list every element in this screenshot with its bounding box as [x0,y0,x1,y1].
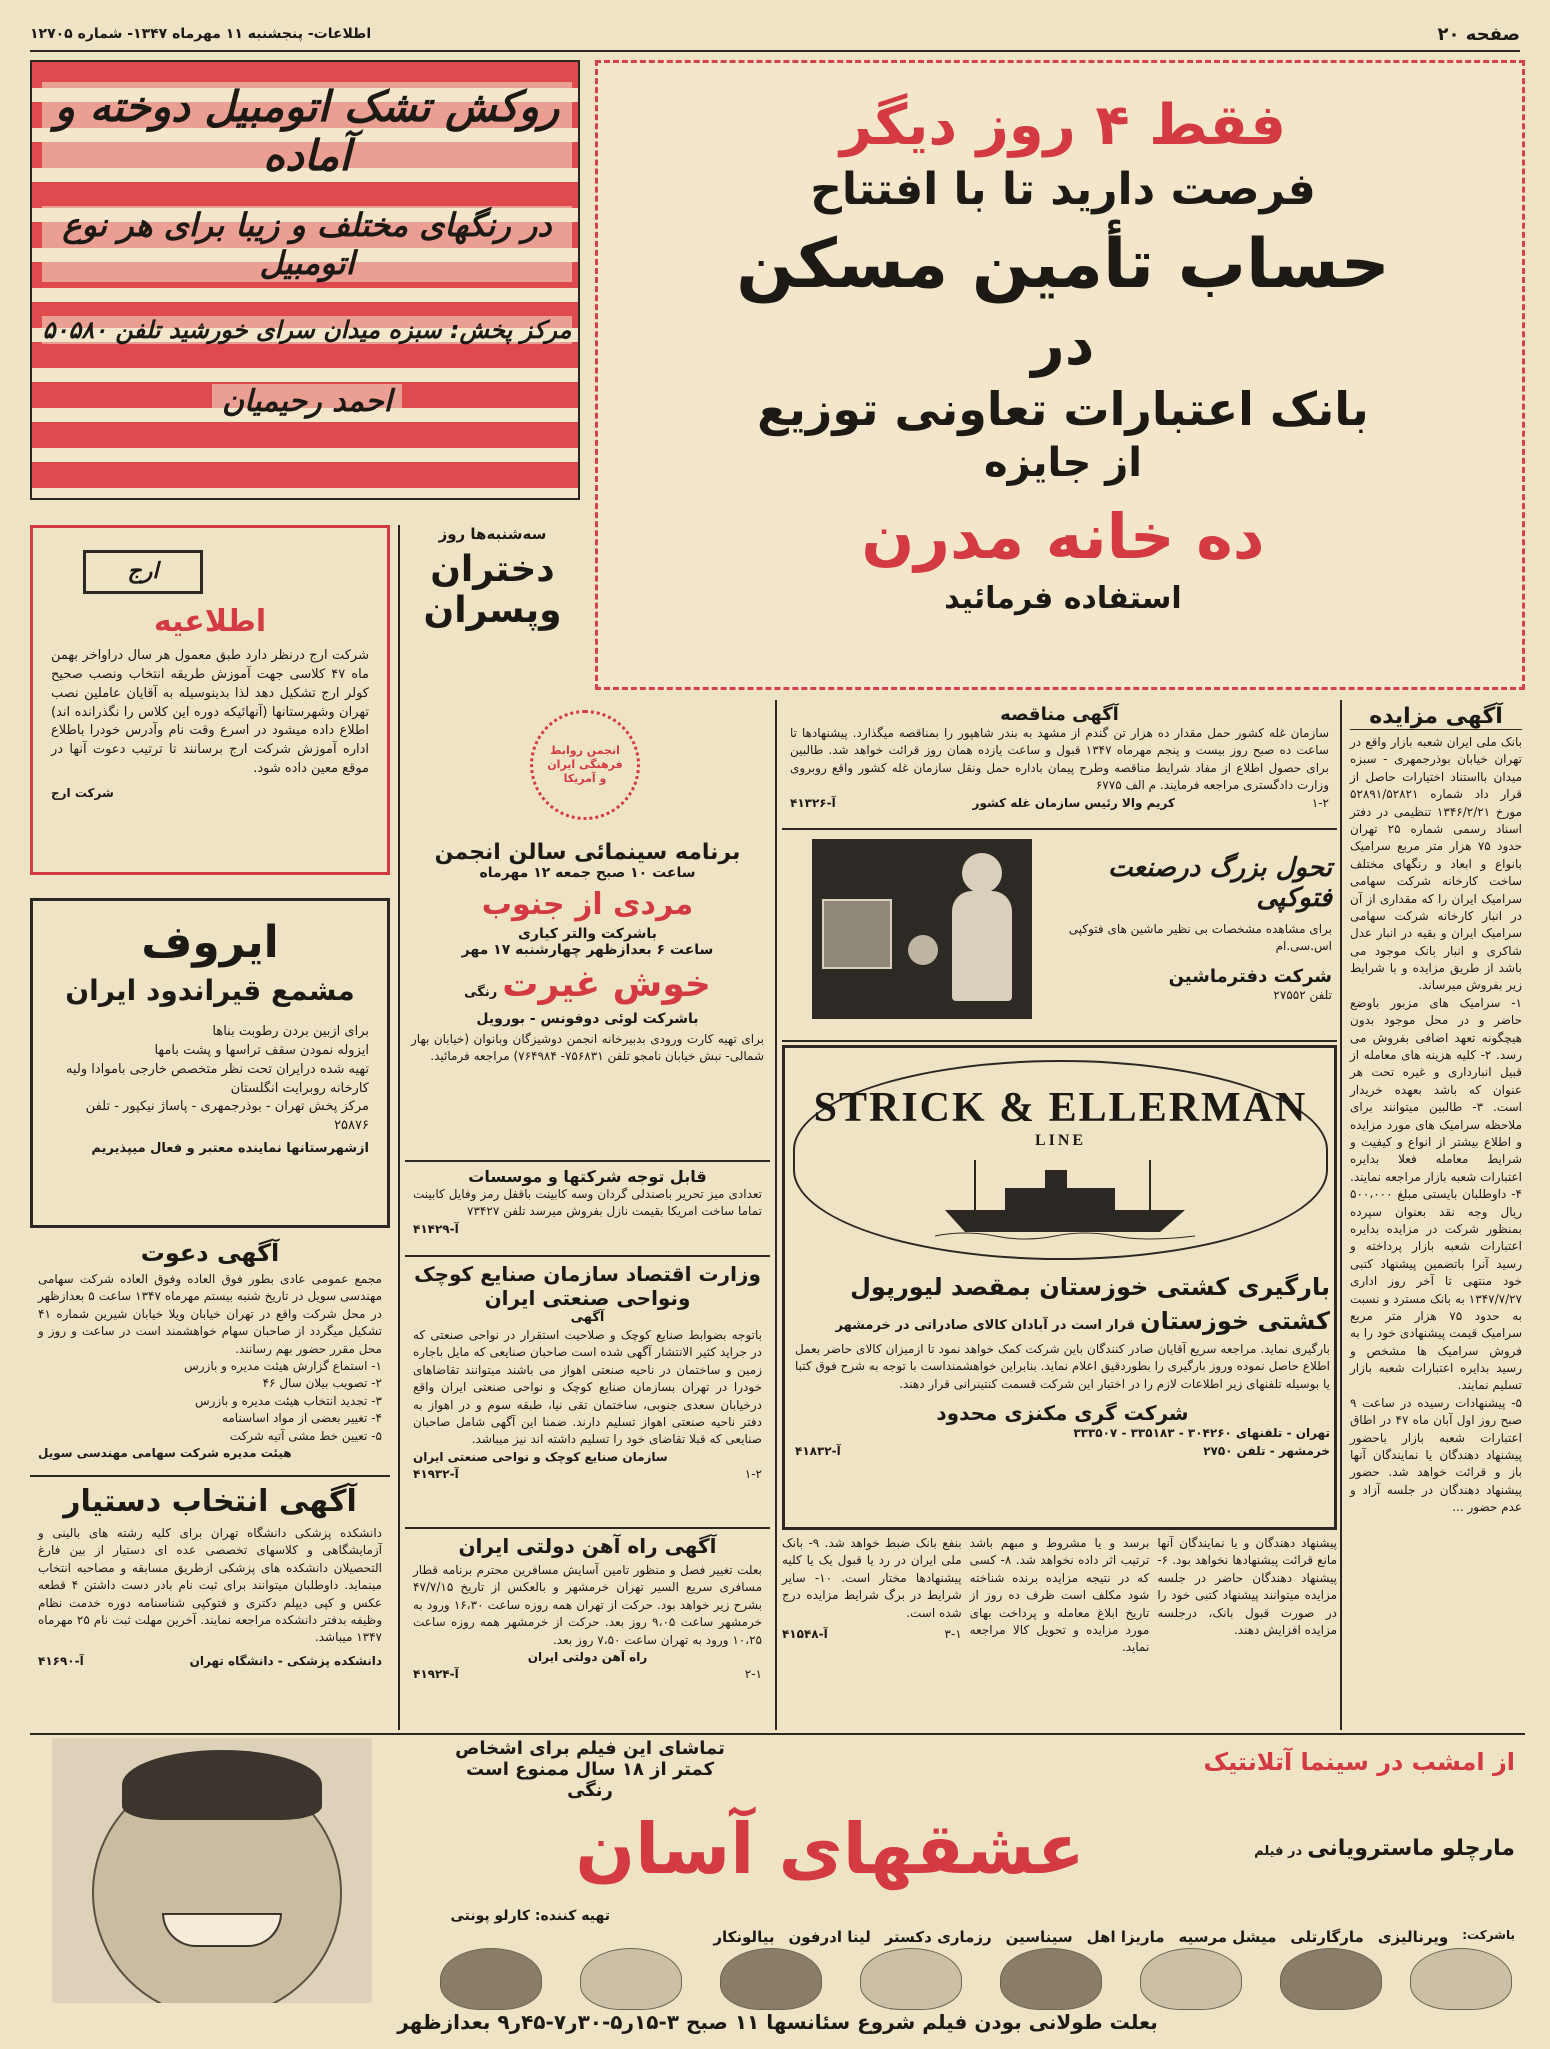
photocopy-agent: شرکت دفترماشین [1168,965,1332,987]
railway-sign: راه آهن دولتی ایران [527,1649,648,1664]
invitation-item-4: ۴- تغییر بعضی از مواد اساسنامه [221,1411,382,1426]
tuesday-boys: وپسران [423,590,562,631]
film-title: عشقهای آسان [575,1808,1085,1890]
film-cast-6: رزماری دکستر [884,1928,992,1946]
photocopy-photo [812,839,1032,1019]
tender-sign: کریم والا رئیس سازمان غله کشور [972,795,1175,810]
cinema-color: رنگی [464,985,498,1000]
actress-portrait-6 [720,1948,822,2010]
film-tonight: از امشب در سینما آتلانتیک [1203,1748,1515,1776]
housing-bank: بانک اعتبارات تعاونی توزیع [757,382,1369,436]
irof-title: ایروف [141,917,279,968]
issue-line: اطلاعات- پنجشنبه ۱۱ مهرماه ۱۳۴۷- شماره ۱۲۷۰۵ [30,26,372,42]
cinema-film2: خوش غیرت [502,964,711,1005]
irof-bullet5: ازشهرستانها نماینده معتبر و فعال میپذیریم [91,1141,369,1157]
film-cast-1: ویرنالیزی [1377,1928,1449,1946]
cinema-time1: ساعت ۱۰ صبح جمعه ۱۲ مهرماه [479,865,696,881]
companies-code: آ-۴۱۴۲۹ [413,1221,459,1236]
car-ad-line2: در رنگهای مختلف و زیبا برای هر نوع اتومبیل [42,206,572,282]
railway-body: بعلت تغییر فصل و منظور تامین آسایش مسافرین محترم برنامه قطار مسافری سریع السیر تهران خرمشهر و بالعکس از تاریخ ۴۷/۷/۱۵ بشرح زیر خواهد بود. حرکت از تهران همه روزه ساعت ۱۶،۳۰ ورود به خرمشهر ساعت ۹،۰۵ روز بعد. حرکت از خرمشهر همه روزه ساعت ۱۰،۲۵ ورود به تهران ساعت ۷،۵۰ روز بعد. [413,1563,763,1647]
housing-enjoy: استفاده فرمائید [944,581,1182,616]
film-star [1135,1836,1515,1861]
car-seat-ad [30,60,580,500]
ministry-notice [405,1260,770,1525]
tender-code: آ-۴۱۳۲۶ [790,795,836,810]
housing-account-ad [595,60,1525,690]
photocopy-tel: تلفن ۲۷۵۵۲ [1273,987,1332,1002]
shipping-tel1: تهران - تلفنهای ۳۰۴۲۶۰ - ۳۳۵۱۸۳ - ۳۳۳۵۰۷ [1073,1426,1330,1441]
auction-body: بانک ملی ایران شعبه بازار واقع در تهران خیابان بوذرجمهری - سبزه میدان بااستناد اختیارات حاصل از قرار داد شماره ۵۲۸۹۱/۵۲۸۲۱ مورخ ۱۳۴۶/۲/۲۱ تنظیمی در دفتر اسناد رسمی شماره ۲۵ تهران حدود ۷۵ هزار متر مربع سرامیک بانواع و ابعاد و رنگهای مختلف ساخت کارخانه شرکت سهامی سرامیک ایران را که مقداری از آن در انبار کارخانه شرکت سهامی سرامیک ایران و بقیه در انبار عدل شاکری و انبار بانک موجود می باشد از طریق مزایده و با شرایط زیر بفروش میرساند. [1350,735,1522,993]
shipping-banner [793,1060,1328,1260]
irof-bullet2: ایزوله نمودن سقف تراسها و پشت بامها [154,1042,369,1058]
film-star-name: مارچلو ماسترویانی [1307,1836,1515,1861]
railway-notice [405,1532,770,1727]
ministry-title: وزارت اقتصاد سازمان صنایع کوچک [414,1262,761,1286]
invitation-sign: هیئت مدیره شرکت سهامی مهندسی سویل [38,1445,292,1460]
companies-notice [405,1165,770,1255]
shipping-title2: کشتی خوزستان [1140,1307,1330,1335]
invitation-body: مجمع عمومی عادی بطور فوق العاده وفوق العاده شرکت سهامی مهندسی سویل در تاریخ شنبه بیستم مهرماه ۱۳۴۷ ساعت ۵ بعدازظهر در محل شرکت واقع در تهران خیابان ویلا خیابان شیرین شماره ۴۱ تشکیل میگردد از صاحبان سهام خواهشمند است در ساعت و روز و محل مقرر حضور بهم رسانند. [38,1272,382,1356]
tuesday-girls: دختران [430,549,555,590]
tuesday-small: سه‌شنبه‌ها روز [438,525,547,543]
cinema-time2: ساعت ۶ بعدازظهر چهارشنبه ۱۷ مهر [461,942,714,958]
tender-num: ۱-۲ [1311,795,1329,810]
cinema-title: برنامه سینمائی سالن انجمن [434,840,741,865]
shipping-title2b: قرار است در آبادان کالای صادراتی در خرمشهر [835,1318,1136,1333]
film-warning-2: کمتر از ۱۸ سال ممنوع است [465,1759,715,1780]
ship-illustration [935,1150,1195,1240]
film-cast-5: سیناسین [1005,1928,1073,1946]
car-ad-sign: احمد رحیمیان [212,384,402,419]
auction-cont-code: آ-۴۱۵۴۸ [781,1626,828,1641]
car-ad-line1: روکش تشک اتومبیل دوخته و آماده [42,82,572,180]
arj-title: اطلاعیه [153,604,267,639]
actress-portrait-8 [440,1948,542,2010]
auction-notice [1346,702,1526,1730]
ministry-sign: سازمان صنایع کوچک و نواحی صنعتی ایران [413,1449,668,1464]
assistant-title: آگهی انتخاب دستیار [63,1484,357,1519]
ministry-num: ۱-۲ [744,1467,762,1482]
film-warning-1: تماشای این فیلم برای اشخاص [455,1738,725,1759]
railway-code: آ-۴۱۹۲۴ [413,1667,459,1682]
actress-portrait-3 [1140,1948,1242,2010]
photocopy-title: تحول بزرگ درصنعت فتوکپی [1108,853,1332,913]
auction-cont-col2: برسد و یا مشروط و مبهم باشد ترتیب اثر داده نخواهد شد. ۸- کسی که در نتیجه مزایده برنده شناخته شود مکلف است ظرف ده روز از تاریخ ابلاغ معامله و پرداخت بهای مورد مزایده و تحویل کالا مراجعه نماید. [969,1536,1150,1655]
tender-body: سازمان غله کشور حمل مقدار ده هزار تن گندم از مشهد به بندر شاهپور را بمناقصه میگذارد. پیشنهادها تا ساعت ده صبح روز بیست و پنجم مهرماه ۱۳۴۷ قبول و ساعت یازده همان روز قرائت خواهد شد. طالبین برای حصول اطلاع از مفاد شرایط مناقصه وطرح پیمان باداره حمل ونقل سازمان غله کشور واقع روبروی وزارت دادگستری مراجعه فرمایند. م الف ۶۷۷۵ [790,726,1329,793]
invitation-item-3: ۳- تجدید انتخاب هیئت مدیره و بازرس [194,1393,382,1408]
film-in-film: در فیلم [1254,1844,1303,1859]
society-badge-text: انجمن روابط فرهنگی ایران و آمریکا [547,743,623,786]
arj-logo: ارج [83,550,203,594]
society-badge [530,710,640,820]
shipping-body: بارگیری نماید. مراجعه سریع آقایان صادر کنندگان باین شرکت کمک خواهد نمود تا ازمیزان کالای حاضر بعمل اطلاع حاصل نموده وروز بارگیری را بطوردقیق اعلام نماید. بنابراین خواهشمنداست با توجه به شرح فوق کتبا یا بوسیله تلفنهای زیر اطلاعات لازم را در اختیار این شرکت قسمت کنتینرانی قرار دهند. [795,1342,1330,1391]
actress-portrait-5 [860,1948,962,2010]
film-color: رنگی [567,1780,613,1801]
film-cast-row [385,1928,1515,1946]
auction-cont-col1: پیشنهاد دهندگان و یا نمایندگان آنها مانع قرائت پیشنهادها نخواهد بود. ۶- پیشنهاد دهندگان حاضر در جلسه مزایده میتوانند پیشنهاد کتبی خود را در صورت قبول بانک، درجلسه مزایده افزایش دهند. [1157,1536,1337,1637]
cinema-film1: مردی از جنوب [481,887,694,922]
auction-body2: ۱- سرامیک های مزبور باوضع حاضر و در محل موجود بدون هیچگونه تعهد اضافی بفروش می رسد. ۲- کلیه هزینه های معامله از قبیل انبارداری و غیره تحت هر عنوان که باشد بعهده خریدار است. ۳- طالبین میتوانند برای ملاحظه سرامیک های مورد مزایده و اطلاع بیشتر از انواع و کیفیت و شرایط معامله فعلا بدایره اعتبارات شعبه بازار مراجعه نمایند. ۴- داوطلبان بایستی مبلغ ۵۰۰،۰۰۰ ریال وجه نقد بعنوان سپرده بمنظور شرکت در مزایده بدایره اعتبارات شعبه بازار پرداخته و رسید آنرا باتضمین پیشنهاد کتبی خود منتهی تا آخر روز اداری ۱۳۴۷/۷/۲۷ به بانک مسترد و نسبت به حدود ۷۵ هزار متر مربع سرامیک قیمت پیشنهادی خود را به فروش سرامیک ها مشخص و رسید بدایره اعتبارات شعبه بازار تسلیم نمایند. [1350,995,1522,1393]
cinema-program [405,700,770,1160]
invitation-item-1: ۱- استماع گزارش هیئت مدیره و بازرس [184,1358,382,1373]
film-cast-2: مارگارتلی [1290,1928,1364,1946]
shipping-title1: بارگیری کشتی خوزستان بمقصد لیورپول [850,1273,1330,1301]
assistant-code: آ-۴۱۶۹۰ [38,1653,84,1668]
housing-in: در [1031,310,1095,378]
housing-days-left: فقط ۴ روز دیگر [839,93,1287,158]
railway-title: آگهی راه آهن دولتی ایران [458,1534,717,1558]
film-showtimes: بعلت طولانی بودن فیلم شروع سئانسها ۱۱ صبح ۳-۱۵ر۵-۳۰ر۷-۴۵ر۹ بعدازظهر [397,2010,1158,2034]
housing-line2: فرصت دارید تا با افتتاح [810,164,1316,215]
companies-body: تعدادی میز تحریر باصندلی گردان وسه کابینت باقفل رمز وفایل کابینت تماما ساخت امریکا بقیمت نازل بفروش میرسد تلفن ۷۳۴۲۷ [413,1187,762,1219]
shipping-ad [782,1045,1337,1530]
arj-body: شرکت ارج درنظر دارد طبق معمول هر سال دراواخر بهمن ماه ۴۷ کلاسی جهت آموزش طریقه انتخاب ونصب صحیح کولر ارج تشکیل دهد لذا بدینوسیله به آقایان عاملین نصب تهران وشهرستانها (آنهائیکه دوره این کلاس را نگذرانده اند) اطلاع داده میشود در اسرع وقت نام وآدرس خودرا باطلاع اداره آموزش شرکت ارج برسانند تا ترتیب دعوت آنها در موقع معین داده شود. [51,648,369,777]
irof-bullet1: برای ازبین بردن رطوبت بناها [212,1024,369,1039]
irof-bullet4: مرکز پخش تهران - بوذرجمهری - پاساژ نیکپور - تلفن ۲۵۸۷۶ [85,1099,369,1134]
photocopy-sub: برای مشاهده مشخصات بی نظیر ماشین های فتوکپی اس.سی.ام [1068,922,1332,954]
shipping-line-label: LINE [1034,1132,1087,1149]
ministry-title2: ونواحی صنعتی ایران [484,1286,691,1310]
ministry-body: باتوجه بضوابط صنایع کوچک و صلاحیت استقرار در نواحی صنعتی که در جراید کثیر الانتشار آگهی شده است صاحبان صنایعی که مایل باجاره زمین و ساختمان در ناحیه صنعتی اهواز می باشند میتوانند تقاضاهای خودرا در تهران بسازمان صنایع کوچک و نواحی صنعتی ایران واقع درخیابان سعدی جنوبی، ساختمان تقی نیا، طبقه سوم و در اهواز به دفتر ناحیه صنعتی اهواز تسلیم دارند. ضمنا این آگهی شامل صاحبان صنایعی که قبلا تقاضای خود را تسلیم داشته اند نیز میباشد. [413,1328,762,1447]
shipping-code: آ-۴۱۸۳۲ [795,1443,841,1458]
photocopy-ad [782,833,1337,1038]
housing-prize: ده خانه مدرن [861,500,1265,573]
invitation-title: آگهی دعوت [140,1239,280,1267]
cinema-cast1: باشرکت والتر کیاری [518,926,657,942]
arj-sign: شرکت ارج [51,785,114,800]
invitation-notice [30,1235,390,1470]
film-cast-7: لینا ادرفون [788,1928,871,1946]
irof-sub: مشمع قیراندود ایران [65,974,355,1007]
actress-portrait-1 [1410,1948,1512,2010]
film-cast-label: باشرکت: [1462,1928,1515,1942]
auction-body3: ۵- پیشنهادات رسیده در ساعت ۹ صبح روز اول آبان ماه ۴۷ در اطاق اعتبارات شعبه بازار باحضور پیشنهاد دهندگان یا نمایندگان آنها باز و قرائت خواهد شد. حضور پیشنهاد دهندگان در جلسه آزاد و عدم حضور ... [1350,1395,1523,1515]
companies-title: قابل توجه شرکتها و موسسات [468,1167,707,1186]
auction-cont-num: ۳-۱ [944,1626,962,1641]
housing-account-name: حساب تأمین مسکن [736,225,1390,304]
assistant-sign: دانشکده پزشکی - دانشگاه تهران [189,1653,382,1668]
actress-portrait-4 [1000,1948,1102,2010]
auction-continued [782,1535,1337,1730]
actress-portrait-2 [1280,1948,1382,2010]
assistant-body: دانشکده پزشکی دانشگاه تهران برای کلیه رشته های بالینی و آزمایشگاهی و کلاسهای تخصصی عده ای دستیار از بین فارغ التحصیلان دانشکده های پزشکی ازطریق مسابقه و مصاحبه انتخاب مینماید. داوطلبان میتوانند برای ثبت نام بادر دست داشتن ۴ قطعه عکس و کپی دیپلم دکتری و فتوکپی شناسنامه دوره خدمت نظام وظیفه بدفتر دانشکده مراجعه نمایند. آخرین مهلت ثبت نام ۲۵ مهرماه ۱۳۴۷ میباشد. [38,1526,382,1645]
arj-notice [30,525,390,875]
shipping-tel2: خرمشهر - تلفن ۲۷۵۰ [1203,1443,1330,1458]
cinema-cast2: باشرکت لوئی دوفونس - بورویل [476,1011,699,1027]
film-cast-4: ماریزا اهل [1086,1928,1165,1946]
auction-cont-col3: بنفع بانک ضبط خواهد شد. ۹- بانک ملی ایران در رد یا قبول یک یا کلیه پیشنهادها مختار است. ۱۰- سایر شرایط در برگ شرایط مزایده درج شده است. [781,1536,962,1620]
auction-title: آگهی مزایده [1350,704,1522,730]
irof-bullet3: تهیه شده درایران تحت نظر متخصص خارجی باموادا ولیه کارخانه روبرایت انگلستان [66,1061,369,1096]
film-ad [30,1738,1525,2038]
shipping-company: شرکت گری مکنزی محدود [936,1401,1189,1426]
ministry-sub: آگهی [570,1310,605,1325]
tender-notice [782,702,1337,827]
car-ad-line3: مرکز پخش: سبزه میدان سرای خورشید تلفن ۵۰۵۸۰ [42,316,572,344]
film-cast-8: بیالونکار [713,1928,775,1946]
railway-num: ۲-۱ [744,1667,762,1682]
invitation-item-2: ۲- تصویب بیلان سال ۴۶ [262,1376,382,1391]
irof-ad [30,898,390,1228]
film-cast-3: میشل مرسیه [1178,1928,1277,1946]
invitation-item-5: ۵- تعیین خط مشی آتیه شرکت [229,1428,382,1443]
cinema-body: برای تهیه کارت ورودی بدبیرخانه انجمن دوشیزگان وبانوان (خیابان بهار شمالی- نبش خیابان نامجو تلفن ۷۵۶۸۳۱- ۷۶۴۹۸۴) مراجعه فرمائید. [411,1032,764,1064]
ministry-code: آ-۴۱۹۳۲ [413,1467,459,1482]
page-number: صفحه ۲۰ [1437,23,1520,45]
actress-portrait-7 [580,1948,682,2010]
assistant-notice [30,1480,390,1730]
page-header [30,18,1520,52]
shipping-brand: STRICK & ELLERMAN [813,1085,1308,1131]
tender-title: آگهی مناقصه [1000,704,1119,725]
housing-prize-intro: از جایزه [983,440,1143,486]
tuesday-box [405,525,580,670]
film-producer: تهیه کننده: کارلو پونتی [450,1908,610,1924]
actor-portrait [52,1738,372,2003]
